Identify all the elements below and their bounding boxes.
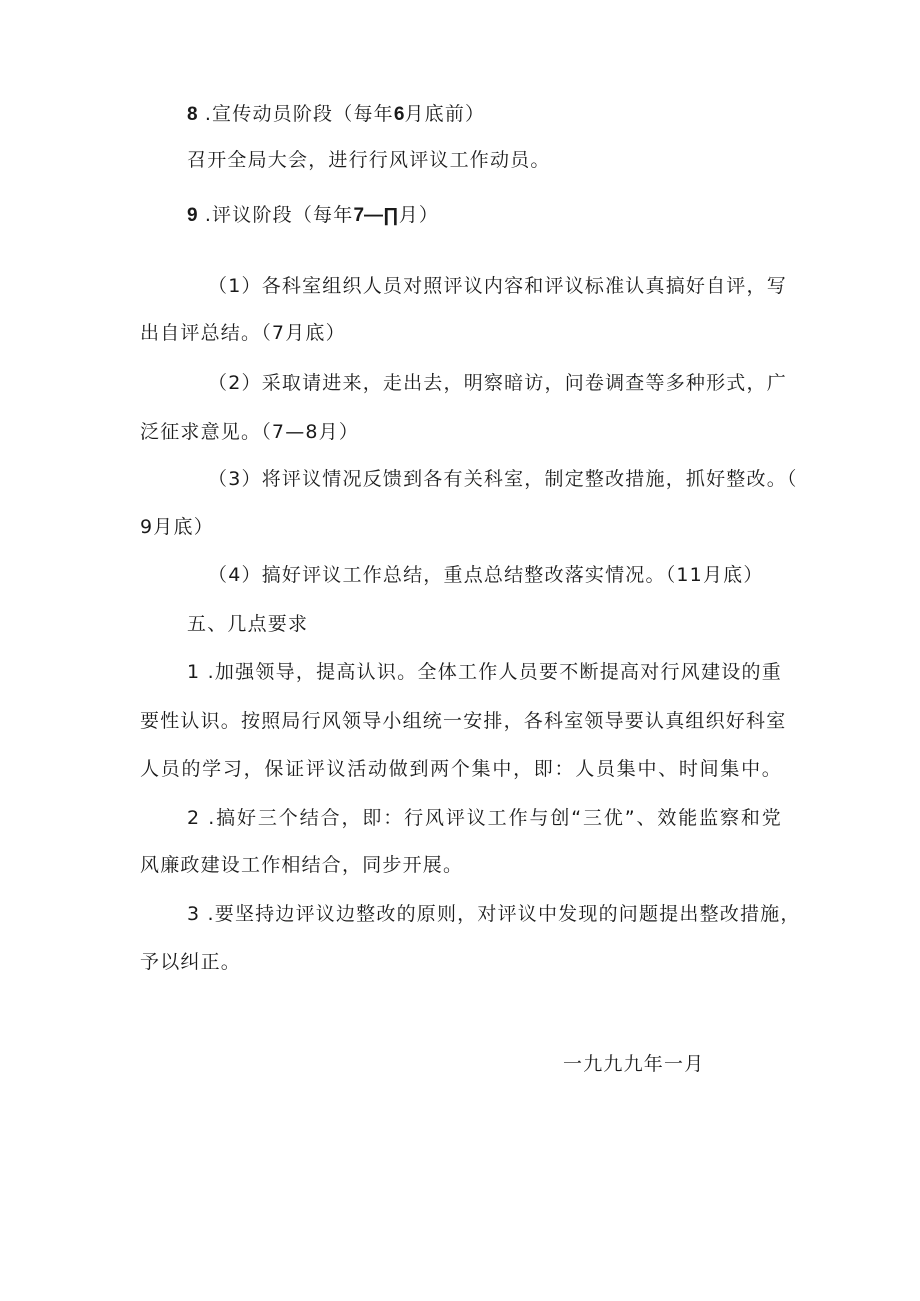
item2-line2: 泛征求意见。（7—8月） bbox=[140, 421, 360, 443]
item1-line1: （1）各科室组织人员对照评议内容和评议标准认真搞好自评，写 bbox=[208, 275, 787, 297]
stage8-month: 6 bbox=[393, 104, 405, 125]
stage9-heading bbox=[187, 202, 439, 229]
req2-line2: 风廉政建设工作相结合，同步开展。 bbox=[140, 854, 464, 876]
stage9-text: .评议阶段（每年 bbox=[197, 204, 354, 226]
section5-heading: 五、几点要求 bbox=[187, 613, 309, 635]
stage8-number: 8 bbox=[187, 104, 198, 125]
req1-line3: 人员的学习，保证评议活动做到两个集中，即：人员集中、时间集中。 bbox=[140, 758, 782, 780]
item2-line1: （2）采取请进来，走出去，明察暗访，问卷调查等多种形式，广 bbox=[208, 372, 787, 394]
stage8-body: 召开全局大会，进行行风评议工作动员。 bbox=[187, 149, 551, 171]
date-line: 一九九九年一月 bbox=[563, 1053, 705, 1075]
stage8-text: .宣传动员阶段（每年 bbox=[197, 103, 394, 125]
req1-line2: 要性认识。按照局行风领导小组统一安排，各科室领导要认真组织好科室 bbox=[140, 710, 787, 732]
req1-line1: 1 .加强领导，提高认识。全体工作人员要不断提高对行风建设的重 bbox=[187, 661, 782, 683]
item3-line2: 9月底） bbox=[140, 516, 214, 538]
item4: （4）搞好评议工作总结，重点总结整改落实情况。（11月底） bbox=[208, 564, 764, 586]
stage9-number: 9 bbox=[187, 205, 198, 226]
req2-line1: 2 .搞好三个结合，即：行风评议工作与创“三优”、效能监察和党 bbox=[187, 807, 782, 829]
item3-line1: （3）将评议情况反馈到各有关科室，制定整改措施，抓好整改。（ bbox=[208, 468, 798, 490]
stage9-range: 7—∏ bbox=[353, 205, 399, 226]
stage9-text-end: 月） bbox=[398, 204, 440, 226]
item1-line2: 出自评总结。（7月底） bbox=[140, 322, 346, 344]
stage8-text-end: 月底前） bbox=[404, 103, 486, 125]
stage8-heading bbox=[187, 101, 485, 128]
req3-line1: 3 .要坚持边评议边整改的原则，对评议中发现的问题提出整改措施， bbox=[187, 903, 801, 925]
req3-line2: 予以纠正。 bbox=[140, 951, 242, 973]
